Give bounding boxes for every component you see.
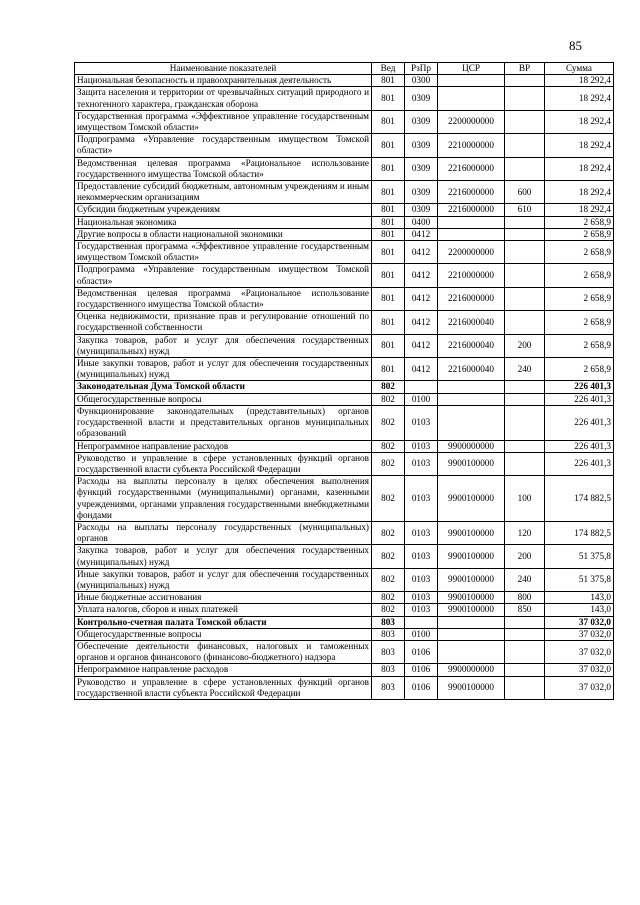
row-vr — [505, 628, 545, 640]
row-rzpr: 0103 — [405, 568, 438, 591]
row-name: Общегосударственные вопросы — [75, 393, 372, 405]
row-rzpr: 0103 — [405, 476, 438, 522]
row-rzpr: 0103 — [405, 521, 438, 544]
row-sum: 143,0 — [545, 592, 614, 604]
row-csr — [438, 381, 505, 393]
row-sum: 226 401,3 — [545, 452, 614, 475]
row-rzpr: 0103 — [405, 452, 438, 475]
row-name: Предоставление субсидий бюджетным, автономным учреждениям и иным некоммерческим организациям — [75, 181, 372, 204]
table-row — [75, 216, 614, 228]
row-sum: 18 292,4 — [545, 87, 614, 110]
row-ved: 801 — [372, 311, 405, 334]
row-csr: 9900100000 — [438, 676, 505, 699]
row-name: Расходы на выплаты персоналу в целях обеспечения выполнения функций государственными (муниципальными) органами, казенными учреждениями, органами управления государственными внебюджетными фондами — [75, 476, 372, 522]
row-sum: 37 032,0 — [545, 616, 614, 628]
row-rzpr: 0309 — [405, 157, 438, 180]
row-csr: 9900100000 — [438, 592, 505, 604]
row-csr — [438, 405, 505, 440]
table-row — [75, 476, 614, 522]
row-csr — [438, 393, 505, 405]
table-row — [75, 440, 614, 452]
row-ved: 801 — [372, 334, 405, 357]
row-sum: 2 658,9 — [545, 311, 614, 334]
row-vr — [505, 676, 545, 699]
table-row — [75, 181, 614, 204]
row-vr: 120 — [505, 521, 545, 544]
row-name: Иные закупки товаров, работ и услуг для обеспечения государственных (муниципальных) нужд — [75, 358, 372, 381]
row-csr: 9900100000 — [438, 452, 505, 475]
row-csr: 9900100000 — [438, 568, 505, 591]
row-vr — [505, 452, 545, 475]
row-rzpr: 0309 — [405, 204, 438, 216]
row-ved: 802 — [372, 604, 405, 616]
row-csr: 2210000000 — [438, 134, 505, 157]
row-csr — [438, 216, 505, 228]
row-rzpr: 0400 — [405, 216, 438, 228]
row-rzpr: 0412 — [405, 264, 438, 287]
row-rzpr: 0103 — [405, 440, 438, 452]
row-rzpr: 0412 — [405, 358, 438, 381]
row-vr — [505, 110, 545, 133]
row-sum: 2 658,9 — [545, 228, 614, 240]
row-vr: 850 — [505, 604, 545, 616]
header-csr: ЦСР — [438, 63, 505, 75]
row-sum: 2 658,9 — [545, 241, 614, 264]
row-name: Государственная программа «Эффективное управление государственным имуществом Томской области» — [75, 241, 372, 264]
row-vr: 240 — [505, 568, 545, 591]
row-ved: 802 — [372, 545, 405, 568]
row-ved: 802 — [372, 568, 405, 591]
row-name: Защита населения и территории от чрезвычайных ситуаций природного и техногенного характера, гражданская оборона — [75, 87, 372, 110]
row-ved: 801 — [372, 181, 405, 204]
table-row — [75, 568, 614, 591]
row-csr — [438, 616, 505, 628]
header-vr: ВР — [505, 63, 545, 75]
row-name: Подпрограмма «Управление государственным имуществом Томской области» — [75, 264, 372, 287]
row-csr: 2216000000 — [438, 157, 505, 180]
row-name: Иные закупки товаров, работ и услуг для обеспечения государственных (муниципальных) нужд — [75, 568, 372, 591]
row-csr: 2200000000 — [438, 110, 505, 133]
table-row — [75, 604, 614, 616]
row-sum: 51 375,8 — [545, 568, 614, 591]
row-vr — [505, 134, 545, 157]
row-sum: 37 032,0 — [545, 664, 614, 676]
table-row — [75, 110, 614, 133]
row-rzpr: 0103 — [405, 604, 438, 616]
row-ved: 803 — [372, 640, 405, 663]
table-row — [75, 676, 614, 699]
row-rzpr: 0412 — [405, 228, 438, 240]
row-vr: 800 — [505, 592, 545, 604]
table-row — [75, 664, 614, 676]
row-ved: 801 — [372, 241, 405, 264]
row-rzpr: 0100 — [405, 393, 438, 405]
row-rzpr: 0106 — [405, 676, 438, 699]
row-name: Подпрограмма «Управление государственным имуществом Томской области» — [75, 134, 372, 157]
row-name: Непрограммное направление расходов — [75, 664, 372, 676]
table-row — [75, 393, 614, 405]
row-sum: 18 292,4 — [545, 134, 614, 157]
table-row — [75, 592, 614, 604]
table-row — [75, 358, 614, 381]
row-name: Контрольно-счетная палата Томской области — [75, 616, 372, 628]
row-ved: 801 — [372, 216, 405, 228]
row-csr: 9900100000 — [438, 521, 505, 544]
row-vr — [505, 440, 545, 452]
row-csr: 2210000000 — [438, 264, 505, 287]
row-ved: 802 — [372, 393, 405, 405]
row-sum: 226 401,3 — [545, 405, 614, 440]
row-rzpr: 0103 — [405, 592, 438, 604]
row-rzpr: 0309 — [405, 181, 438, 204]
row-vr — [505, 664, 545, 676]
row-csr: 9900100000 — [438, 476, 505, 522]
row-csr: 9900100000 — [438, 604, 505, 616]
row-rzpr: 0309 — [405, 87, 438, 110]
row-ved: 801 — [372, 157, 405, 180]
row-vr — [505, 157, 545, 180]
row-sum: 51 375,8 — [545, 545, 614, 568]
row-csr — [438, 87, 505, 110]
row-sum: 226 401,3 — [545, 440, 614, 452]
budget-table — [74, 62, 614, 700]
row-sum: 18 292,4 — [545, 75, 614, 87]
row-name: Закупка товаров, работ и услуг для обеспечения государственных (муниципальных) нужд — [75, 545, 372, 568]
row-ved: 801 — [372, 228, 405, 240]
row-ved: 802 — [372, 476, 405, 522]
row-name: Обеспечение деятельности финансовых, налоговых и таможенных органов и органов финансового (финансово-бюджетного) надзора — [75, 640, 372, 663]
row-ved: 802 — [372, 521, 405, 544]
row-csr: 2216000040 — [438, 358, 505, 381]
table-row — [75, 228, 614, 240]
row-sum: 37 032,0 — [545, 628, 614, 640]
row-ved: 801 — [372, 75, 405, 87]
row-name: Непрограммное направление расходов — [75, 440, 372, 452]
row-name: Оценка недвижимости, признание прав и регулирование отношений по государственной собственности — [75, 311, 372, 334]
row-sum: 2 658,9 — [545, 216, 614, 228]
row-rzpr: 0412 — [405, 311, 438, 334]
row-csr: 2216000000 — [438, 181, 505, 204]
row-name: Функционирование законодательных (представительных) органов государственной власти и представительных органов муниципальных образований — [75, 405, 372, 440]
row-vr — [505, 393, 545, 405]
row-ved: 802 — [372, 381, 405, 393]
row-ved: 803 — [372, 676, 405, 699]
row-csr: 2216000040 — [438, 311, 505, 334]
table-row — [75, 452, 614, 475]
row-name: Государственная программа «Эффективное управление государственным имуществом Томской области» — [75, 110, 372, 133]
row-name: Другие вопросы в области национальной экономики — [75, 228, 372, 240]
row-rzpr: 0412 — [405, 241, 438, 264]
table-row — [75, 264, 614, 287]
row-rzpr: 0103 — [405, 545, 438, 568]
row-vr — [505, 241, 545, 264]
table-row — [75, 616, 614, 628]
header-ved: Вед — [372, 63, 405, 75]
row-ved: 803 — [372, 664, 405, 676]
row-rzpr: 0100 — [405, 628, 438, 640]
table-row — [75, 381, 614, 393]
row-rzpr: 0106 — [405, 664, 438, 676]
row-name: Руководство и управление в сфере установленных функций органов государственной власти субъекта Российской Федерации — [75, 452, 372, 475]
row-ved: 801 — [372, 358, 405, 381]
row-vr: 600 — [505, 181, 545, 204]
table-row — [75, 204, 614, 216]
row-sum: 18 292,4 — [545, 204, 614, 216]
row-name: Законодательная Дума Томской области — [75, 381, 372, 393]
table-row — [75, 287, 614, 310]
row-vr — [505, 381, 545, 393]
row-name: Руководство и управление в сфере установленных функций органов государственной власти субъекта Российской Федерации — [75, 676, 372, 699]
row-vr: 200 — [505, 545, 545, 568]
row-name: Иные бюджетные ассигнования — [75, 592, 372, 604]
row-csr: 2216000000 — [438, 204, 505, 216]
row-ved: 802 — [372, 452, 405, 475]
row-vr — [505, 405, 545, 440]
row-rzpr: 0309 — [405, 110, 438, 133]
row-sum: 2 658,9 — [545, 287, 614, 310]
table-row — [75, 241, 614, 264]
header-name: Наименование показателей — [75, 63, 372, 75]
row-vr — [505, 287, 545, 310]
table-row — [75, 545, 614, 568]
row-ved: 802 — [372, 592, 405, 604]
page-number: 85 — [569, 38, 582, 53]
row-vr — [505, 640, 545, 663]
row-name: Ведомственная целевая программа «Рациональное использование государственного имущества Томской области» — [75, 157, 372, 180]
row-csr: 9900000000 — [438, 440, 505, 452]
row-csr — [438, 628, 505, 640]
row-vr — [505, 75, 545, 87]
row-ved: 803 — [372, 628, 405, 640]
row-csr — [438, 640, 505, 663]
table-row — [75, 157, 614, 180]
row-csr — [438, 228, 505, 240]
row-rzpr: 0300 — [405, 75, 438, 87]
row-sum: 174 882,5 — [545, 521, 614, 544]
table-row — [75, 75, 614, 87]
row-vr — [505, 87, 545, 110]
row-ved: 801 — [372, 87, 405, 110]
header-rzpr: РзПр — [405, 63, 438, 75]
table-row — [75, 405, 614, 440]
row-vr — [505, 616, 545, 628]
row-ved: 801 — [372, 264, 405, 287]
row-name: Уплата налогов, сборов и иных платежей — [75, 604, 372, 616]
row-sum: 174 882,5 — [545, 476, 614, 522]
row-rzpr — [405, 616, 438, 628]
row-rzpr — [405, 381, 438, 393]
row-rzpr: 0412 — [405, 287, 438, 310]
row-sum: 226 401,3 — [545, 381, 614, 393]
row-name: Субсидии бюджетным учреждениям — [75, 204, 372, 216]
row-rzpr: 0412 — [405, 334, 438, 357]
row-csr: 2216000040 — [438, 334, 505, 357]
row-rzpr: 0103 — [405, 405, 438, 440]
row-sum: 37 032,0 — [545, 640, 614, 663]
table-row — [75, 311, 614, 334]
table-row — [75, 640, 614, 663]
row-vr: 100 — [505, 476, 545, 522]
row-ved: 801 — [372, 287, 405, 310]
table-row — [75, 334, 614, 357]
row-csr — [438, 75, 505, 87]
row-rzpr: 0309 — [405, 134, 438, 157]
table-row — [75, 628, 614, 640]
row-sum: 2 658,9 — [545, 334, 614, 357]
row-ved: 801 — [372, 204, 405, 216]
row-vr — [505, 216, 545, 228]
row-sum: 226 401,3 — [545, 393, 614, 405]
row-csr: 2200000000 — [438, 241, 505, 264]
row-sum: 143,0 — [545, 604, 614, 616]
row-sum: 37 032,0 — [545, 676, 614, 699]
row-sum: 2 658,9 — [545, 264, 614, 287]
row-vr — [505, 264, 545, 287]
row-csr: 9900000000 — [438, 664, 505, 676]
row-vr — [505, 228, 545, 240]
row-name: Национальная экономика — [75, 216, 372, 228]
row-name: Общегосударственные вопросы — [75, 628, 372, 640]
row-name: Закупка товаров, работ и услуг для обеспечения государственных (муниципальных) нужд — [75, 334, 372, 357]
row-csr: 9900100000 — [438, 545, 505, 568]
table-row — [75, 87, 614, 110]
row-name: Национальная безопасность и правоохранительная деятельность — [75, 75, 372, 87]
row-vr: 200 — [505, 334, 545, 357]
table-row — [75, 521, 614, 544]
row-vr: 240 — [505, 358, 545, 381]
row-name: Расходы на выплаты персоналу государственных (муниципальных) органов — [75, 521, 372, 544]
row-ved: 803 — [372, 616, 405, 628]
row-ved: 802 — [372, 440, 405, 452]
row-ved: 802 — [372, 405, 405, 440]
row-vr: 610 — [505, 204, 545, 216]
row-sum: 2 658,9 — [545, 358, 614, 381]
table-row — [75, 134, 614, 157]
table-header-row — [75, 63, 614, 75]
header-sum: Сумма — [545, 63, 614, 75]
row-ved: 801 — [372, 110, 405, 133]
row-name: Ведомственная целевая программа «Рациональное использование государственного имущества Томской области» — [75, 287, 372, 310]
row-ved: 801 — [372, 134, 405, 157]
row-sum: 18 292,4 — [545, 157, 614, 180]
row-csr: 2216000000 — [438, 287, 505, 310]
row-sum: 18 292,4 — [545, 110, 614, 133]
row-sum: 18 292,4 — [545, 181, 614, 204]
row-rzpr: 0106 — [405, 640, 438, 663]
row-vr — [505, 311, 545, 334]
